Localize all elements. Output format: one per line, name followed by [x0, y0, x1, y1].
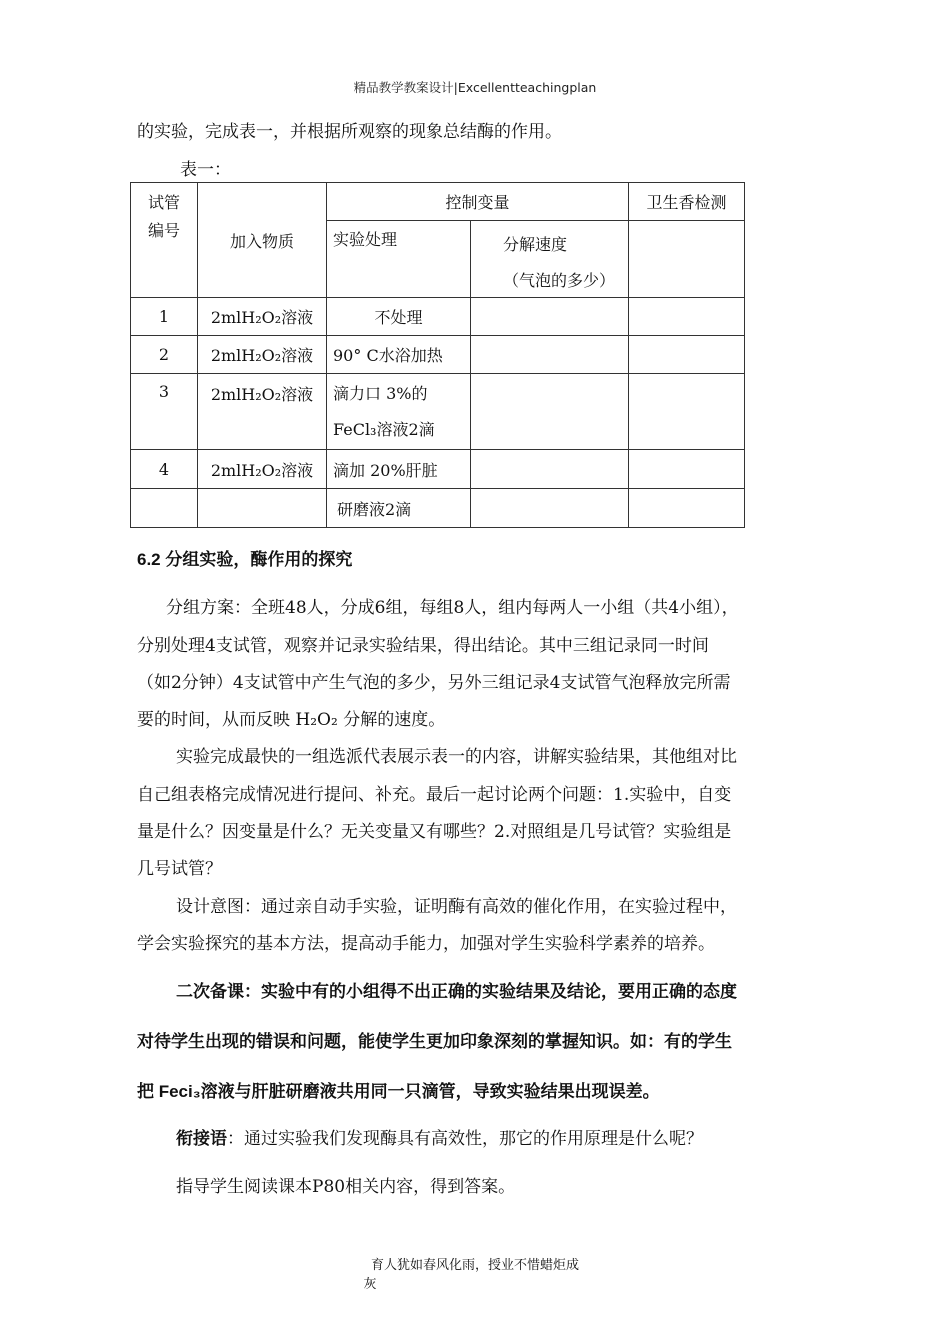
cell-speed: [471, 298, 629, 336]
cell-substance: 2mlH₂O₂溶液: [198, 374, 327, 450]
cell-substance: 2mlH₂O₂溶液: [198, 450, 327, 489]
connect-label: 衔接语: [176, 1129, 227, 1148]
header-treatment: 实验处理: [327, 221, 471, 298]
experiment-table: [130, 182, 745, 528]
cell-no: 3: [131, 374, 198, 450]
cell-substance: 2mlH₂O₂溶液: [198, 298, 327, 336]
para-line-bold: 对待学生出现的错误和问题，能使学生更加印象深刻的掌握知识。如：有的学生: [137, 1032, 732, 1051]
cell-test: [629, 298, 745, 336]
table-row: [131, 450, 745, 489]
page-header: 精品教学教案设计|Excellentteachingplan: [353, 80, 597, 95]
para-line: 实验完成最快的一组选派代表展示表一的内容，讲解实验结果，其他组对比: [176, 747, 737, 767]
cell-treatment: 滴力口 3%的 FeCl₃溶液2滴: [327, 374, 471, 450]
cell-test: [629, 336, 745, 374]
cell-treatment: 不处理: [327, 298, 471, 336]
cell-no: 4: [131, 450, 198, 489]
para-line: 学会实验探究的基本方法，提高动手能力，加强对学生实验科学素养的培养。: [137, 934, 715, 954]
header-test: 卫生香检测: [629, 183, 745, 221]
cell-test: [629, 489, 745, 528]
cell-no: 2: [131, 336, 198, 374]
footer-line: 育人犹如春风化雨，授业不惜蜡炬成: [370, 1258, 579, 1273]
para-line: 几号试管？: [137, 859, 222, 879]
cell-speed: [471, 450, 629, 489]
intro-line: 的实验，完成表一，并根据所观察的现象总结酶的作用。: [137, 122, 562, 142]
table-row: [131, 374, 745, 450]
cell-test: [629, 450, 745, 489]
para-line: 自己组表格完成情况进行提问、补充。最后一起讨论两个问题：1.实验中，自变: [137, 785, 732, 805]
para-line: 要的时间，从而反映 H₂O₂ 分解的速度。: [137, 710, 446, 730]
cell-substance: [198, 489, 327, 528]
table-row: [131, 489, 745, 528]
page-footer: [0, 1256, 950, 1294]
table-row: [131, 298, 745, 336]
cell-treatment: 90° C水浴加热: [327, 336, 471, 374]
para-line-bold: 把 Feci₃溶液与肝脏研磨液共用同一只滴管，导致实验结果出现误差。: [137, 1082, 660, 1101]
section-title: 6.2 分组实验，酶作用的探究: [137, 550, 353, 569]
cell-speed: [471, 489, 629, 528]
cell-treatment: 研磨液2滴: [327, 489, 471, 528]
footer-line: 灰: [363, 1277, 377, 1292]
cell-treatment: 滴加 20%肝脏: [327, 450, 471, 489]
header-speed: 分解速度 （气泡的多少）: [471, 221, 629, 298]
para-line: 分别处理4支试管，观察并记录实验结果，得出结论。其中三组记录同一时间: [137, 636, 709, 656]
header-control-variable: 控制变量: [327, 183, 629, 221]
cell-speed: [471, 336, 629, 374]
para-line: 指导学生阅读课本P80相关内容，得到答案。: [176, 1177, 516, 1197]
connect-text: ：通过实验我们发现酶具有高效性，那它的作用原理是什么呢？: [227, 1129, 703, 1149]
para-line: 设计意图：通过亲自动手实验，证明酶有高效的催化作用，在实验过程中，: [176, 897, 737, 917]
header-tube-no: 试管 编号: [131, 183, 198, 298]
table-caption: 表一：: [180, 160, 231, 180]
para-line: 量是什么？因变量是什么？无关变量又有哪些？2.对照组是几号试管？实验组是: [137, 822, 732, 842]
para-line: 分组方案：全班48人，分成6组，每组8人，组内每两人一小组（共4小组），: [166, 598, 739, 618]
header-substance: 加入物质: [198, 183, 327, 298]
table-row: [131, 336, 745, 374]
para-line: （如2分钟）4支试管中产生气泡的多少，另外三组记录4支试管气泡释放完所需: [137, 673, 731, 693]
cell-no: [131, 489, 198, 528]
cell-no: 1: [131, 298, 198, 336]
para-connect: [176, 1129, 703, 1149]
cell-substance: 2mlH₂O₂溶液: [198, 336, 327, 374]
header-test-empty: [629, 221, 745, 298]
para-line-bold: 二次备课：实验中有的小组得不出正确的实验结果及结论，要用正确的态度: [176, 982, 737, 1001]
cell-test: [629, 374, 745, 450]
cell-speed: [471, 374, 629, 450]
